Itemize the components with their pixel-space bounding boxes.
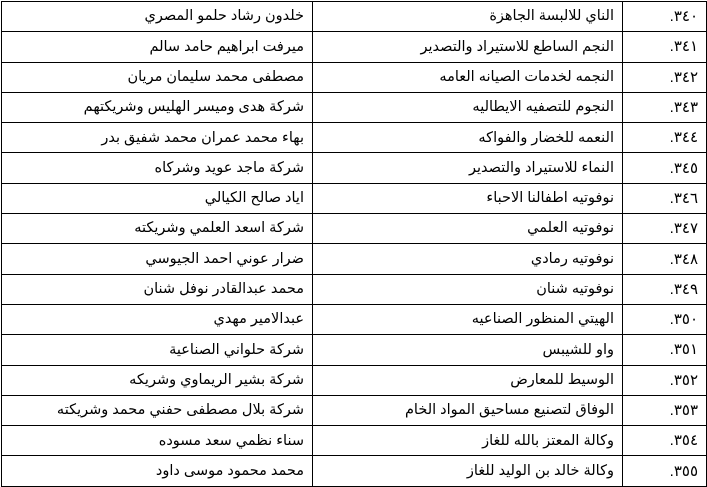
table-row (2, 426, 707, 456)
owner-name: خلدون رشاد حلمو المصري (2, 2, 313, 32)
owner-name: محمد محمود موسى داود (2, 456, 313, 486)
table-row (2, 2, 707, 32)
owner-name: سناء نظمي سعد مسوده (2, 426, 313, 456)
owner-name: ضرار عوني احمد الجيوسي (2, 244, 313, 274)
owner-name: عبدالامير مهدي (2, 304, 313, 334)
row-number: ٣٤٣. (623, 92, 707, 122)
table-row (2, 92, 707, 122)
owner-name: شركة بلال مصطفى حفني محمد وشريكته (2, 395, 313, 425)
owner-name: شركة بشير الريماوي وشريكه (2, 365, 313, 395)
row-number: ٣٤٦. (623, 183, 707, 213)
organization-name: واو للشيبس (313, 335, 623, 365)
owner-name: اياد صالح الكيالي (2, 183, 313, 213)
organization-name: نوفوتيه اطفالنا الاحباء (313, 183, 623, 213)
table-row (2, 123, 707, 153)
table-row (2, 244, 707, 274)
row-number: ٣٤٨. (623, 244, 707, 274)
owner-name: شركة حلواني الصناعية (2, 335, 313, 365)
table-row (2, 304, 707, 334)
table-row (2, 274, 707, 304)
row-number: ٣٥١. (623, 335, 707, 365)
row-number: ٣٤٢. (623, 62, 707, 92)
row-number: ٣٤٧. (623, 214, 707, 244)
owner-name: مصطفى محمد سليمان مريان (2, 62, 313, 92)
row-number: ٣٤٩. (623, 274, 707, 304)
organization-name: الوفاق لتصنيع مساحيق المواد الخام (313, 395, 623, 425)
row-number: ٣٤٥. (623, 153, 707, 183)
organization-name: نوفوتيه شنان (313, 274, 623, 304)
row-number: ٣٥٣. (623, 395, 707, 425)
registry-table (1, 1, 707, 487)
organization-name: النجم الساطع للاستيراد والتصدير (313, 32, 623, 62)
row-number: ٣٤٤. (623, 123, 707, 153)
organization-name: النماء للاستيراد والتصدير (313, 153, 623, 183)
owner-name: شركة ماجد عويد وشركاه (2, 153, 313, 183)
organization-name: وكالة المعتز بالله للغاز (313, 426, 623, 456)
table-row (2, 214, 707, 244)
row-number: ٣٤١. (623, 32, 707, 62)
owner-name: محمد عبدالقادر نوفل شنان (2, 274, 313, 304)
organization-name: نوفوتيه العلمي (313, 214, 623, 244)
table-row (2, 32, 707, 62)
organization-name: وكالة خالد بن الوليد للغاز (313, 456, 623, 486)
row-number: ٣٥٥. (623, 456, 707, 486)
table-row (2, 153, 707, 183)
owner-name: ميرفت ابراهيم حامد سالم (2, 32, 313, 62)
organization-name: الناي للالبسة الجاهزة (313, 2, 623, 32)
organization-name: الوسيط للمعارض (313, 365, 623, 395)
row-number: ٣٥٢. (623, 365, 707, 395)
row-number: ٣٤٠. (623, 2, 707, 32)
registry-table-body (2, 2, 707, 487)
table-row (2, 183, 707, 213)
table-row (2, 365, 707, 395)
row-number: ٣٥٠. (623, 304, 707, 334)
table-row (2, 335, 707, 365)
organization-name: النجمه لخدمات الصيانه العامه (313, 62, 623, 92)
owner-name: بهاء محمد عمران محمد شفيق بدر (2, 123, 313, 153)
table-row (2, 456, 707, 486)
row-number: ٣٥٤. (623, 426, 707, 456)
owner-name: شركة هدى وميسر الهليس وشريكتهم (2, 92, 313, 122)
table-row (2, 62, 707, 92)
organization-name: الهيتي المنظور الصناعيه (313, 304, 623, 334)
organization-name: نوفوتيه رمادي (313, 244, 623, 274)
table-row (2, 395, 707, 425)
organization-name: النجوم للتصفيه الايطاليه (313, 92, 623, 122)
owner-name: شركة اسعد العلمي وشريكته (2, 214, 313, 244)
organization-name: النعمه للخضار والفواكه (313, 123, 623, 153)
